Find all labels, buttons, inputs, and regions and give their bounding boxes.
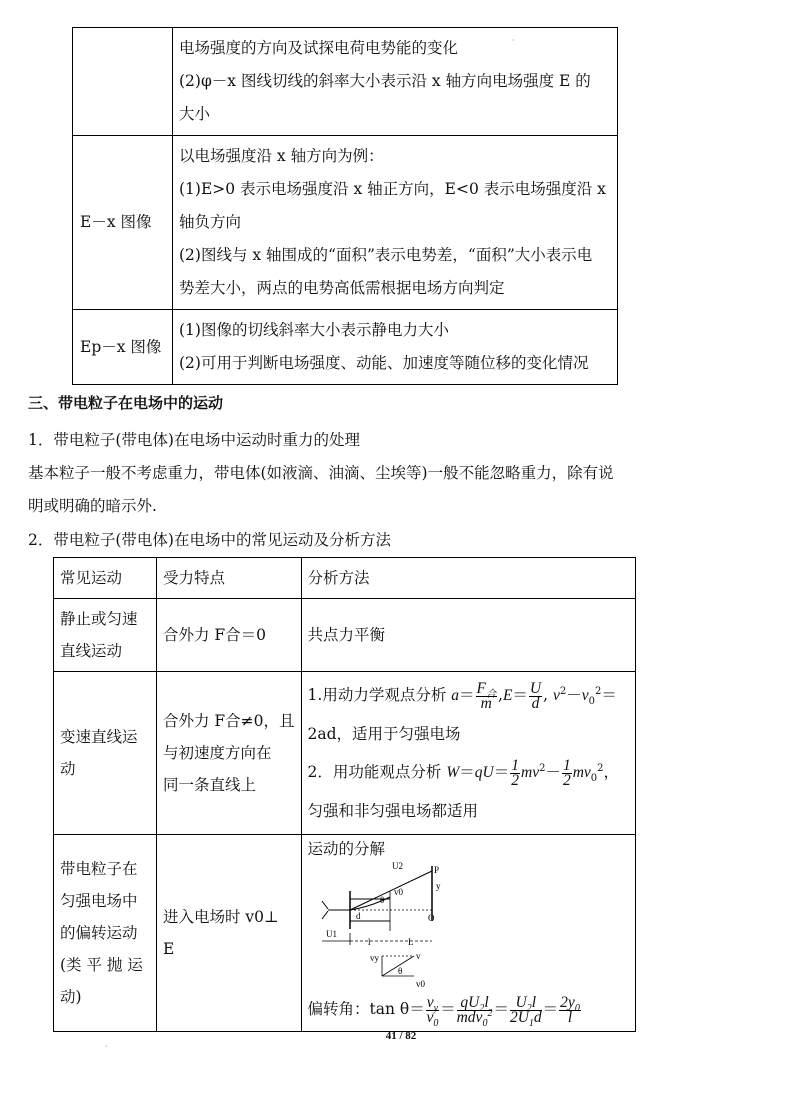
table-row <box>73 310 618 385</box>
diagram-label: P <box>433 865 439 875</box>
force-cell <box>157 672 302 835</box>
motion-cell <box>54 672 157 835</box>
motion-cell <box>54 835 157 1032</box>
formula-line: 偏转角：tan θ＝ $\frac{v_y}{v_0}$ ＝ $\frac{qU_2l}{mdv_0^2}$ ＝ $\frac{U_2l}{2U_1d}$ ＝ $\frac{2y_0}{l}$ <box>307 993 580 1029</box>
diagram-label: v0 <box>393 887 403 897</box>
diagram-label: v <box>415 951 421 961</box>
text-line: 同一条直线上 <box>163 776 257 794</box>
row-content <box>173 136 618 310</box>
text-line: 与初速度方向在 <box>163 744 272 762</box>
formula-line: 2．用功能观点分析 W＝qU＝ $\frac{1}{2}$ $mv^2-$ $\frac{1}{2}$ $mv_0^2$， <box>307 756 620 789</box>
diagram-label: O <box>427 913 435 923</box>
text-line: 动) <box>60 988 82 1006</box>
text: 2．用功能观点分析 <box>307 763 442 781</box>
header-cell: 受力特点 <box>157 558 302 599</box>
table-row <box>54 672 636 835</box>
table-field-graphs <box>72 27 618 385</box>
formula-line: 1.用动力学观点分析 a＝ $\frac{F_合}{m}$ ,E＝ $\frac{U}{d}$ , $v^2-v_0^2=$ <box>307 679 617 712</box>
text-line: 匀强和非匀强电场都适用 <box>307 802 479 820</box>
table-row <box>54 835 636 1032</box>
motion-cell <box>54 599 157 672</box>
row-label: Ep－x 图像 <box>73 310 173 385</box>
text-line: 直线运动 <box>60 642 123 660</box>
table-row <box>54 599 636 672</box>
text-line: 动 <box>60 760 76 778</box>
text-line: (1)图像的切线斜率大小表示静电力大小 <box>179 321 449 339</box>
text-line: 势差大小，两点的电势高低需根据电场方向判定 <box>179 279 505 297</box>
page-number: 41 / 82 <box>385 1030 417 1042</box>
text-line: (2)可用于判断电场强度、动能、加速度等随位移的变化情况 <box>179 354 589 372</box>
diagram-label: vy <box>369 953 379 963</box>
text-line: 电场强度的方向及试探电荷电势能的变化 <box>179 39 459 57</box>
table-row <box>73 28 618 136</box>
text-line: 运动的分解 <box>307 840 386 858</box>
text-line: 进入电场时 v0⊥ <box>163 908 279 926</box>
diagram-label: v0 <box>415 979 425 989</box>
text-line: (2)图线与 x 轴围成的“面积”表示电势差，“面积”大小表示电 <box>179 246 593 264</box>
text-line: 静止或匀速 <box>60 610 138 628</box>
force-cell: 合外力 F合＝0 <box>157 599 302 672</box>
row-label <box>73 28 173 136</box>
diagram-label: θ <box>379 895 384 905</box>
decorative-dot: · <box>105 1042 108 1051</box>
diagram-label: θ <box>397 966 402 976</box>
text-line: (1)E>0 表示电场强度沿 x 轴正方向，E<0 表示电场强度沿 x <box>179 180 606 198</box>
text-line: 带电粒子在 <box>60 860 138 878</box>
paragraph-text: 基本粒子一般不考虑重力，带电体(如液滴、油滴、尘埃等)一般不能忽略重力，除有说 <box>28 464 614 482</box>
header-cell: 分析方法 <box>301 558 635 599</box>
row-content <box>173 28 618 136</box>
text-line: 匀强电场中 <box>60 892 138 910</box>
diagram-label: U2 <box>391 861 403 871</box>
paragraph-title: 2．带电粒子(带电体)在电场中的常见运动及分析方法 <box>28 531 391 549</box>
diagram-label: d <box>355 911 361 921</box>
row-label: E－x 图像 <box>73 136 173 310</box>
deflection-diagram <box>310 861 450 991</box>
table-header-row <box>54 558 636 599</box>
section-heading: 三、带电粒子在电场中的运动 <box>28 394 224 412</box>
text-line: 大小 <box>179 105 211 123</box>
diagram-label: y <box>435 881 441 891</box>
text-line: 变速直线运 <box>60 728 138 746</box>
text-line: (2)φ－x 图线切线的斜率大小表示沿 x 轴方向电场强度 E 的 <box>179 72 591 90</box>
diagram-label: U1 <box>325 929 337 939</box>
diagram-label: L <box>407 937 414 947</box>
paragraph-title: 1．带电粒子(带电体)在电场中运动时重力的处理 <box>28 431 360 449</box>
row-content <box>173 310 618 385</box>
header-cell: 常见运动 <box>54 558 157 599</box>
text-line: E <box>163 940 175 958</box>
text: 1.用动力学观点分析 <box>307 686 447 704</box>
method-cell <box>301 672 635 835</box>
decorative-dot: · <box>512 36 515 45</box>
paragraph-text: 明或明确的暗示外. <box>28 497 157 515</box>
text-line: 的偏转运动 <box>60 924 138 942</box>
table-row <box>73 136 618 310</box>
force-cell <box>157 835 302 1032</box>
diagram-label: l <box>367 937 371 947</box>
text: 偏转角：tan θ＝ <box>307 1000 425 1018</box>
method-cell: 共点力平衡 <box>301 599 635 672</box>
text-line: 轴负方向 <box>179 213 242 231</box>
table-motion-analysis <box>53 557 636 1032</box>
text-line: (类 平 抛 运 <box>60 956 143 974</box>
text-line: 2ad，适用于匀强电场 <box>307 725 461 743</box>
method-cell <box>301 835 635 1032</box>
text-line: 以电场强度沿 x 轴方向为例： <box>179 147 384 165</box>
text-line: 合外力 F合≠0，且 <box>163 712 295 730</box>
